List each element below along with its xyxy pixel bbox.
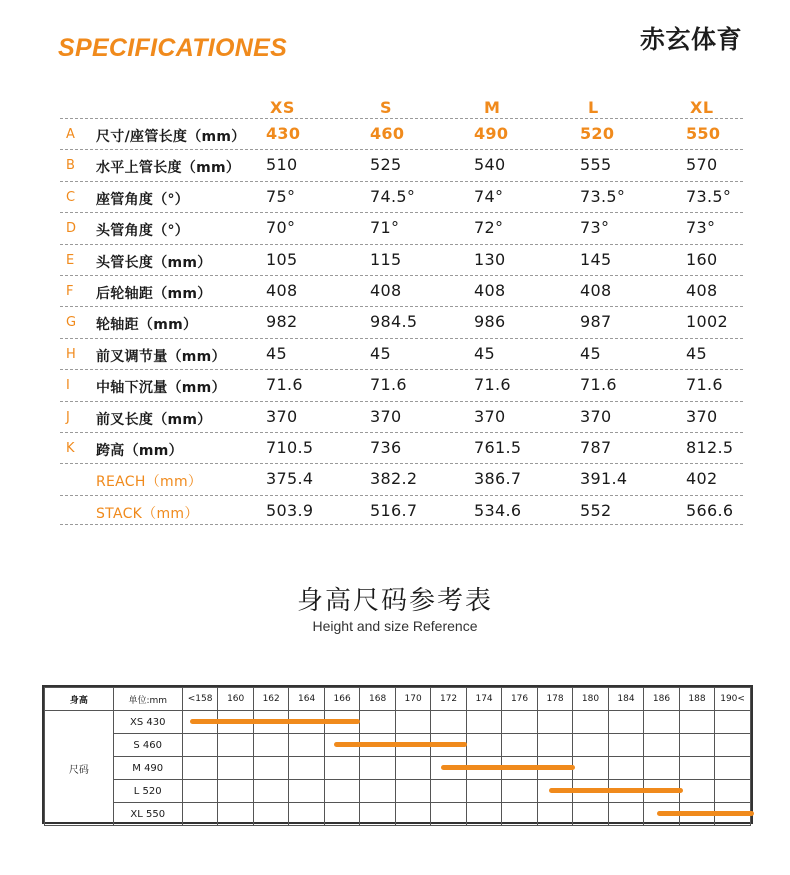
spec-value: 761.5 [474,438,522,457]
height-cell: 174 [466,688,501,711]
grid-cell [573,711,608,734]
spec-row-letter: H [66,346,76,362]
spec-row-label: 尺寸/座管长度（mm） [96,129,246,145]
spec-value: 525 [370,155,402,175]
grid-cell [608,711,643,734]
spec-value: 71.6 [266,375,303,395]
spec-value: 430 [266,124,301,143]
grid-cell [608,757,643,780]
grid-cell [466,711,501,734]
grid-cell [289,734,324,757]
spec-row-letter: A [66,127,75,142]
grid-cell [324,780,359,803]
spec-row [60,118,743,150]
size-range-bar [190,719,360,724]
spec-value: 986 [474,312,506,332]
spec-value: 408 [686,281,718,300]
height-cell: 164 [289,688,324,711]
spec-value: 70° [266,218,296,238]
size-range-bar [441,765,575,770]
spec-row-letter: J [66,409,70,425]
size-label: XS 430 [113,711,182,734]
grid-cell [431,711,466,734]
spec-value: 987 [580,312,612,332]
spec-value: 408 [266,281,298,300]
spec-row [60,401,743,433]
grid-cell [360,757,395,780]
spec-row-label: 头管角度（°） [96,223,190,240]
brand-logo: 赤玄体育 [640,25,743,54]
grid-cell [715,711,751,734]
size-table [44,687,751,826]
spec-value: 408 [580,281,612,300]
grid-cell [537,711,572,734]
size-label: S 460 [113,734,182,757]
size-header-l: L [588,98,599,117]
spec-value: 552 [580,500,612,520]
spec-value: 105 [266,249,298,269]
grid-cell [253,780,288,803]
grid-cell [466,734,501,757]
grid-cell [502,734,537,757]
spec-value: 73.5° [686,186,732,206]
spec-row-letter: I [66,378,70,394]
spec-value: 375.4 [266,469,314,489]
spec-row-label: 后轮轴距（mm） [96,286,212,302]
grid-cell [324,803,359,826]
grid-cell [431,803,466,826]
spec-row-letter: D [66,221,77,237]
spec-value: 984.5 [370,312,418,332]
grid-cell [502,803,537,826]
spec-value: 73.5° [580,186,626,206]
grid-cell [253,757,288,780]
spec-value: 71.6 [686,375,723,395]
spec-value: 540 [474,155,506,175]
spec-value: 72° [474,218,504,238]
height-cell: 176 [502,688,537,711]
spec-row-label: STACK（mm） [96,505,199,522]
spec-value: 145 [580,249,612,269]
grid-cell [289,780,324,803]
grid-cell [360,803,395,826]
grid-cell [360,780,395,803]
spec-row-label: 座管角度（°） [96,191,190,208]
grid-cell [218,803,253,826]
grid-cell [218,734,253,757]
spec-header-row [60,98,743,118]
size-group-label: 尺码 [45,711,114,826]
spec-value: 45 [580,343,601,363]
spec-row [60,495,743,527]
spec-row-label: 中轴下沉量（mm） [96,380,226,397]
grid-cell [537,734,572,757]
spec-row [60,275,743,307]
spec-value: 370 [686,406,718,426]
height-cell: <158 [182,688,218,711]
height-cell: 170 [395,688,430,711]
grid-cell [679,757,714,780]
spec-row-letter: C [66,189,76,205]
spec-value: 812.5 [686,438,734,457]
height-cell: 190< [715,688,751,711]
height-cell: 172 [431,688,466,711]
grid-cell [182,757,218,780]
spec-row [60,463,743,495]
grid-cell [182,780,218,803]
grid-cell [502,780,537,803]
height-cell: 162 [253,688,288,711]
size-label: XL 550 [113,803,182,826]
size-chart [42,685,753,824]
spec-value: 74.5° [370,186,416,206]
size-header-xs: XS [270,98,295,117]
grid-cell [608,803,643,826]
spec-value: 370 [266,406,298,426]
spec-row [60,212,743,244]
grid-cell [644,757,679,780]
spec-value: 74° [474,186,504,206]
spec-value: 73° [580,218,610,238]
spec-row [60,149,743,181]
unit-header: 单位:mm [113,688,182,711]
size-header-s: S [380,98,393,117]
height-cell: 186 [644,688,679,711]
spec-value: 490 [474,124,509,143]
grid-cell [395,780,430,803]
spec-row-letter: K [66,441,75,456]
spec-value: 1002 [686,312,728,332]
size-header-m: M [484,98,501,117]
height-cell: 180 [573,688,608,711]
grid-cell [431,780,466,803]
spec-row-label: 水平上管长度（mm） [96,160,241,177]
grid-cell [289,803,324,826]
spec-value: 71.6 [580,375,617,395]
grid-cell [289,757,324,780]
height-cell: 178 [537,688,572,711]
spec-value: 402 [686,469,718,489]
spec-value: 45 [370,343,391,363]
spec-value: 982 [266,312,298,332]
spec-value: 460 [370,124,405,143]
spec-value: 555 [580,155,612,175]
height-header: 身高 [45,688,114,711]
grid-cell [679,711,714,734]
spec-value: 787 [580,438,612,457]
grid-cell [679,780,714,803]
height-cell: 188 [679,688,714,711]
grid-cell [644,711,679,734]
grid-cell [573,757,608,780]
reference-subtitle: Height and size Reference [312,618,478,634]
grid-cell [537,803,572,826]
size-label: M 490 [113,757,182,780]
spec-row-label: REACH（mm） [96,474,203,491]
spec-value: 370 [580,406,612,426]
spec-value: 160 [686,249,718,269]
spec-title: SPECIFICATIONES [58,34,288,62]
spec-value: 408 [370,281,402,300]
spec-value: 370 [370,406,402,426]
grid-cell [466,780,501,803]
spec-row [60,244,743,276]
spec-row-letter: G [66,315,77,331]
spec-row-letter: E [66,252,75,268]
size-label: L 520 [113,780,182,803]
grid-cell [466,803,501,826]
spec-value: 115 [370,249,402,269]
grid-cell [715,780,751,803]
spec-value: 566.6 [686,500,734,520]
grid-cell [253,734,288,757]
spec-row-label: 前叉调节量（mm） [96,348,226,365]
spec-value: 550 [686,124,721,143]
spec-row-label: 跨高（mm） [96,443,183,459]
spec-value: 370 [474,406,506,426]
spec-row-label: 前叉长度（mm） [96,411,212,428]
grid-cell [715,757,751,780]
spec-value: 391.4 [580,469,628,489]
spec-row-letter: B [66,158,75,174]
grid-cell [324,757,359,780]
spec-row [60,306,743,338]
spec-value: 45 [686,343,707,363]
grid-cell [182,734,218,757]
grid-cell [395,757,430,780]
spec-row-label: 轮轴距（mm） [96,317,198,334]
spec-value: 510 [266,155,298,175]
spec-value: 71.6 [474,375,511,395]
size-range-bar [334,742,468,747]
grid-cell [360,711,395,734]
grid-cell [679,734,714,757]
spec-value: 71.6 [370,375,407,395]
grid-cell [395,803,430,826]
spec-value: 736 [370,438,402,457]
reference-title: 身高尺码参考表 [296,586,493,616]
spec-row-label: 头管长度（mm） [96,254,212,271]
spec-value: 382.2 [370,469,418,489]
height-cell: 166 [324,688,359,711]
grid-cell [218,757,253,780]
spec-row [60,181,743,213]
grid-cell [715,734,751,757]
spec-value: 45 [266,343,287,363]
size-header-xl: XL [690,98,714,117]
spec-row-letter: F [66,284,74,299]
spec-divider [60,524,743,525]
spec-row [60,432,743,464]
spec-value: 710.5 [266,438,314,457]
height-cell: 184 [608,688,643,711]
spec-value: 73° [686,218,716,238]
grid-cell [395,711,430,734]
size-range-bar [549,788,683,793]
spec-row [60,369,743,401]
grid-cell [644,734,679,757]
grid-cell [608,734,643,757]
spec-value: 520 [580,124,615,143]
spec-value: 570 [686,155,718,175]
spec-value: 45 [474,343,495,363]
height-cell: 168 [360,688,395,711]
spec-value: 408 [474,281,506,300]
spec-value: 71° [370,218,400,238]
grid-cell [573,803,608,826]
height-cell: 160 [218,688,253,711]
spec-value: 503.9 [266,500,314,520]
spec-value: 130 [474,249,506,269]
spec-value: 75° [266,186,296,206]
grid-cell [253,803,288,826]
grid-cell [502,711,537,734]
spec-value: 516.7 [370,500,418,520]
spec-row [60,338,743,370]
spec-value: 386.7 [474,469,522,489]
grid-cell [182,803,218,826]
size-range-bar [657,811,755,816]
spec-value: 534.6 [474,500,522,520]
grid-cell [218,780,253,803]
grid-cell [573,734,608,757]
